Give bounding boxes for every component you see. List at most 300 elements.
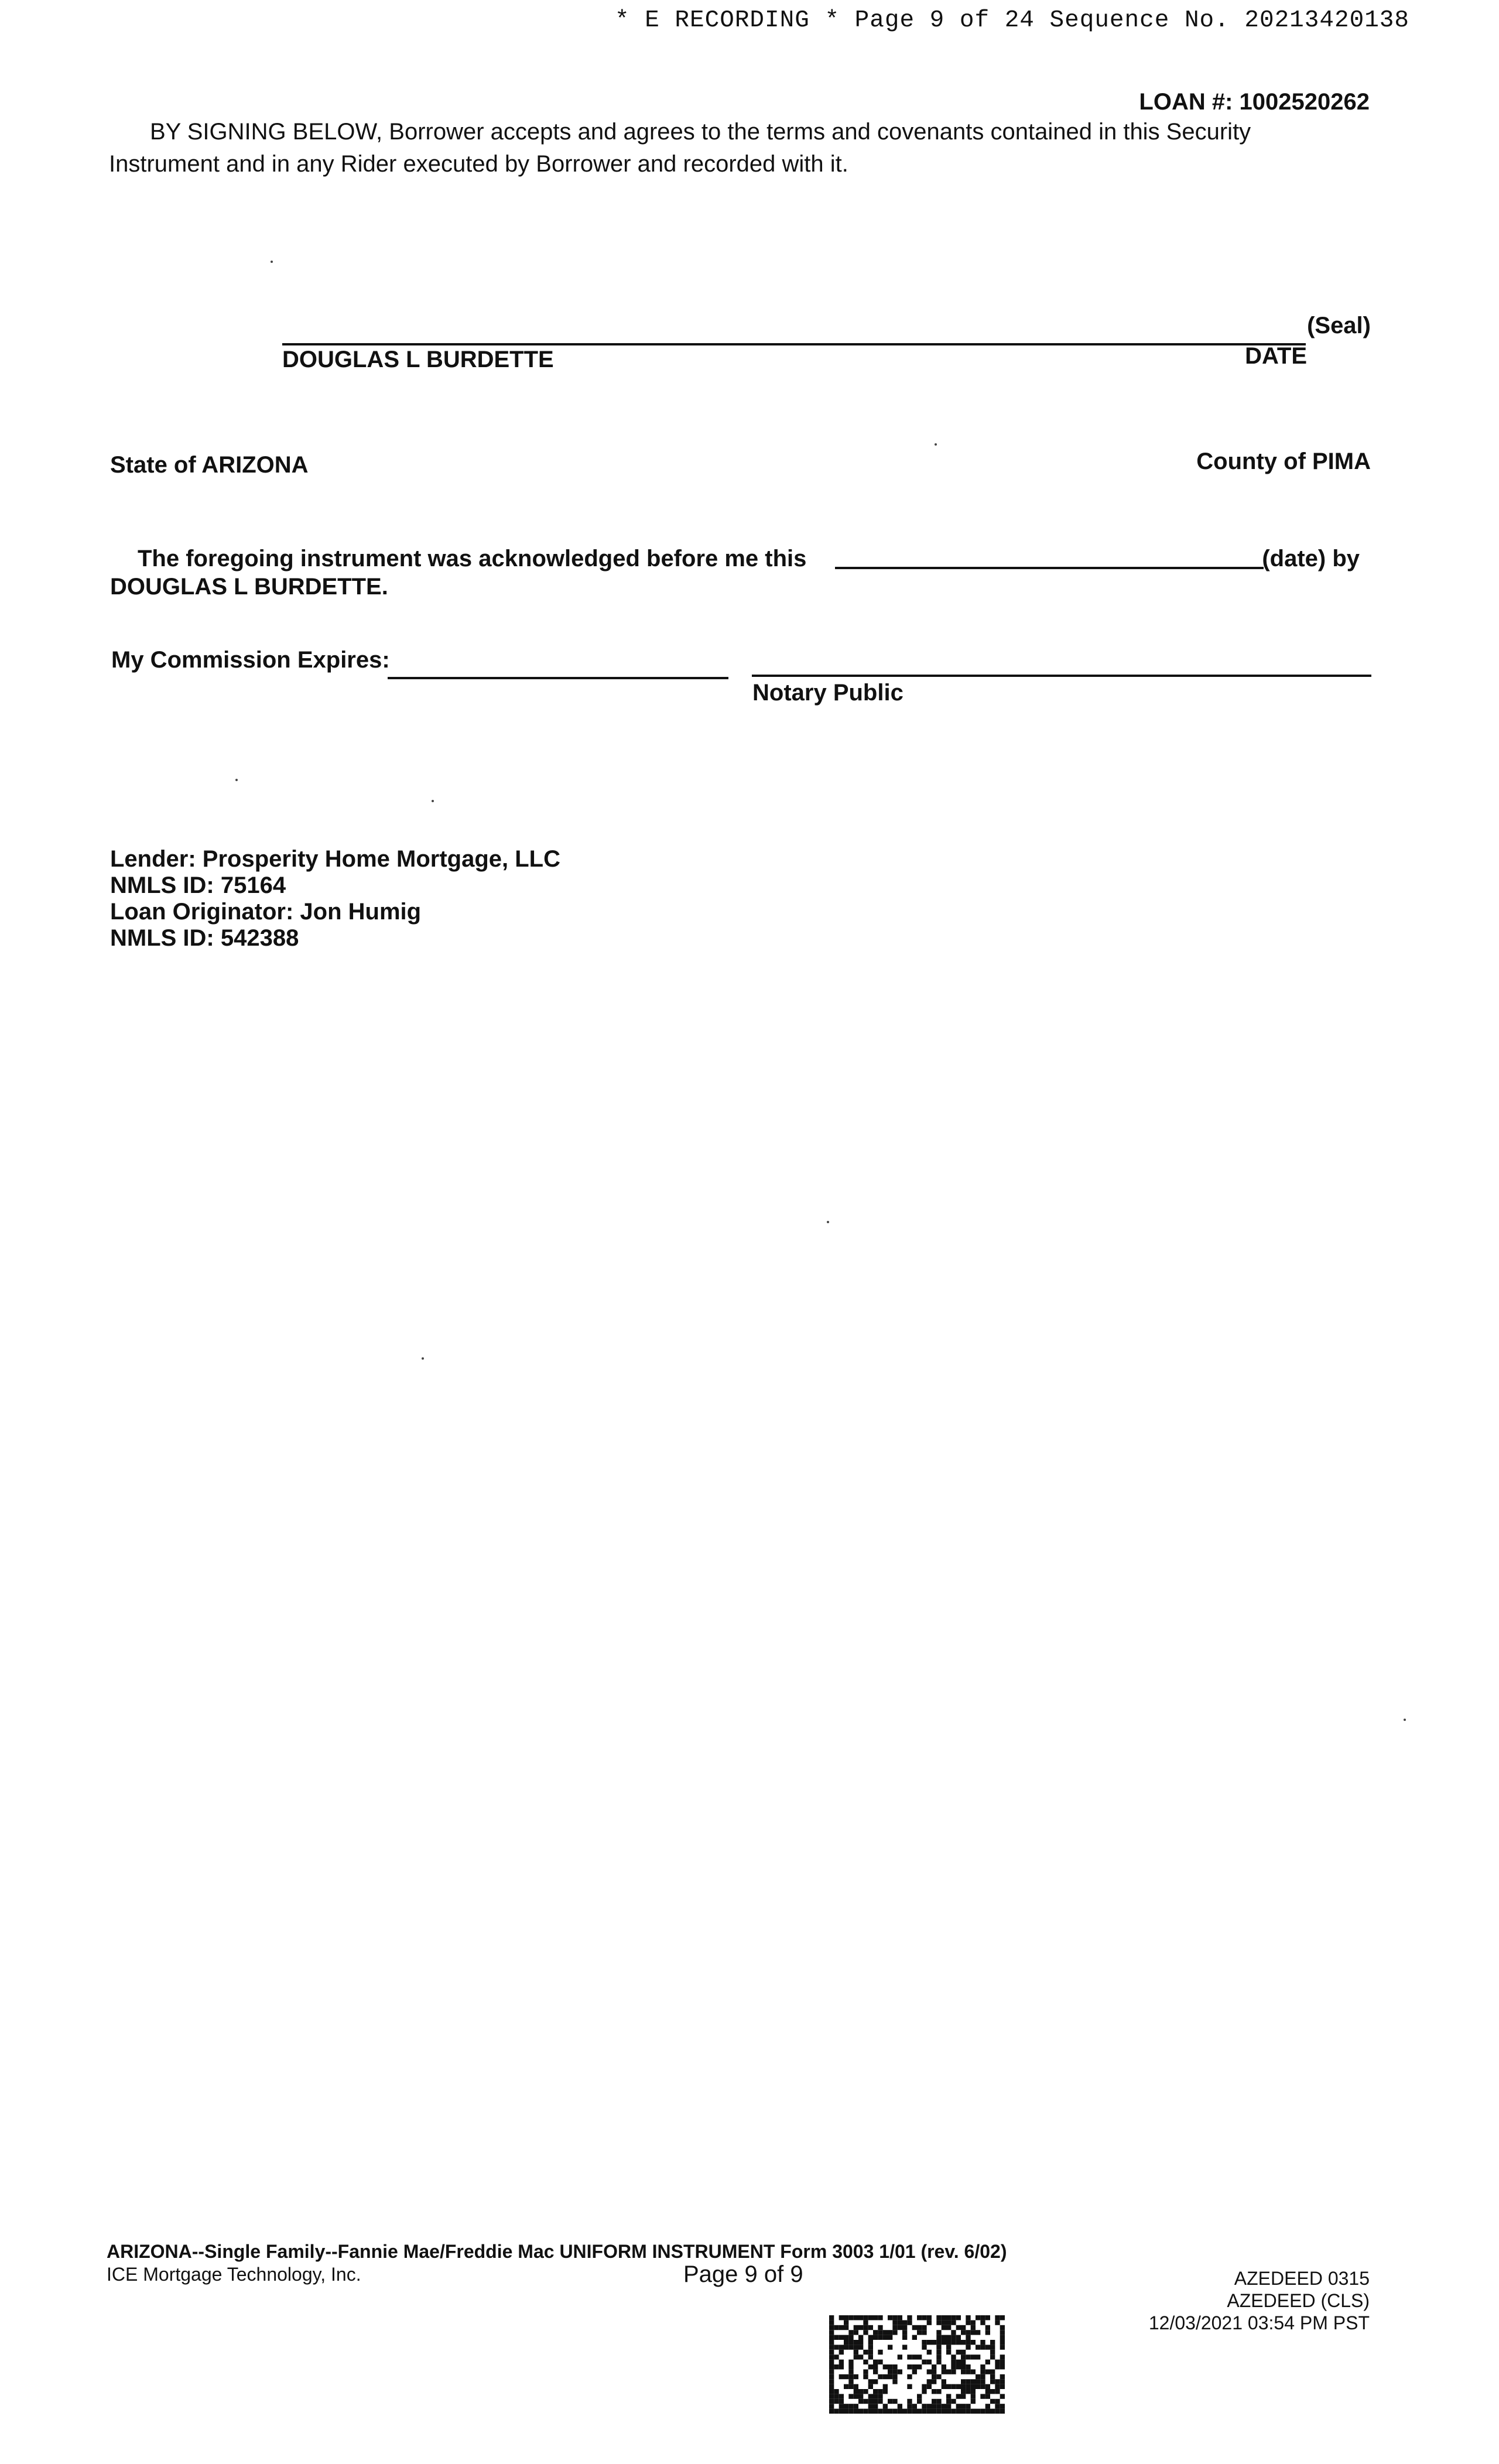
- commission-expires-label: My Commission Expires:: [111, 647, 390, 673]
- barcode-module: [936, 2360, 941, 2364]
- barcode-module: [922, 2404, 926, 2408]
- barcode-module: [995, 2389, 1000, 2394]
- barcode-module: [1000, 2409, 1005, 2414]
- barcode-module: [917, 2355, 922, 2359]
- barcode-module: [946, 2409, 951, 2414]
- barcode-module: [932, 2409, 936, 2414]
- barcode-module: [951, 2315, 956, 2320]
- barcode-module: [839, 2315, 844, 2320]
- barcode-module: [990, 2409, 995, 2414]
- page-number: Page 9 of 9: [683, 2261, 803, 2287]
- barcode-module: [912, 2369, 917, 2374]
- barcode-module: [868, 2394, 873, 2398]
- barcode-module: [844, 2409, 848, 2414]
- barcode-module: [868, 2350, 873, 2355]
- barcode-module: [854, 2325, 858, 2330]
- notary-public-label: Notary Public: [752, 680, 903, 706]
- barcode-module: [829, 2335, 834, 2340]
- barcode-module: [942, 2384, 946, 2389]
- barcode-module: [971, 2355, 976, 2359]
- barcode-module: [907, 2384, 912, 2389]
- barcode-module: [990, 2345, 995, 2349]
- barcode-module: [878, 2350, 882, 2355]
- barcode-module: [966, 2315, 970, 2320]
- barcode-module: [990, 2379, 995, 2384]
- barcode-module: [927, 2384, 932, 2389]
- barcode-module: [1000, 2325, 1005, 2330]
- barcode-module: [917, 2399, 922, 2404]
- barcode-module: [907, 2374, 912, 2379]
- barcode-module: [976, 2355, 980, 2359]
- barcode-module: [936, 2389, 941, 2394]
- barcode-module: [961, 2330, 966, 2335]
- barcode-module: [898, 2409, 902, 2414]
- barcode-module: [829, 2320, 834, 2325]
- barcode-module: [873, 2404, 878, 2408]
- barcode-module: [863, 2389, 868, 2394]
- barcode-module: [942, 2369, 946, 2374]
- barcode-module: [892, 2315, 897, 2320]
- barcode-module: [829, 2315, 834, 2320]
- barcode-module: [936, 2399, 941, 2404]
- barcode-module: [873, 2364, 878, 2369]
- barcode-module: [1000, 2364, 1005, 2369]
- borrower-name: DOUGLAS L BURDETTE: [282, 347, 554, 372]
- barcode-module: [971, 2379, 976, 2384]
- barcode-module: [1000, 2315, 1005, 2320]
- barcode-module: [932, 2389, 936, 2394]
- barcode-module: [892, 2320, 897, 2325]
- barcode-module: [985, 2404, 990, 2408]
- barcode-module: [907, 2409, 912, 2414]
- barcode-module: [883, 2335, 888, 2340]
- recording-header: * E RECORDING * Page 9 of 24 Sequence No. 20213420138: [615, 7, 1410, 34]
- barcode-module: [956, 2364, 961, 2369]
- barcode-module: [863, 2325, 868, 2330]
- datamatrix-barcode-icon: [829, 2315, 1005, 2414]
- barcode-module: [942, 2404, 946, 2408]
- provider-name: ICE Mortgage Technology, Inc.: [107, 2264, 361, 2285]
- barcode-module: [936, 2335, 941, 2340]
- barcode-module: [888, 2409, 892, 2414]
- barcode-module: [922, 2360, 926, 2364]
- barcode-module: [971, 2409, 976, 2414]
- scan-speck: [422, 1357, 424, 1360]
- barcode-module: [888, 2399, 892, 2404]
- barcode-module: [854, 2350, 858, 2355]
- barcode-module: [995, 2379, 1000, 2384]
- barcode-module: [942, 2315, 946, 2320]
- barcode-module: [956, 2384, 961, 2389]
- barcode-module: [912, 2364, 917, 2369]
- barcode-module: [985, 2315, 990, 2320]
- barcode-module: [985, 2389, 990, 2394]
- barcode-module: [873, 2360, 878, 2364]
- barcode-module: [927, 2340, 932, 2345]
- barcode-module: [917, 2315, 922, 2320]
- barcode-module: [956, 2340, 961, 2345]
- barcode-module: [912, 2355, 917, 2359]
- barcode-module: [985, 2330, 990, 2335]
- barcode-module: [848, 2315, 853, 2320]
- barcode-module: [898, 2404, 902, 2408]
- barcode-module: [990, 2374, 995, 2379]
- barcode-module: [927, 2320, 932, 2325]
- scan-speck: [827, 1221, 829, 1223]
- barcode-module: [932, 2379, 936, 2384]
- barcode-module: [912, 2325, 917, 2330]
- barcode-module: [980, 2374, 985, 2379]
- barcode-module: [946, 2404, 951, 2408]
- barcode-module: [834, 2364, 839, 2369]
- barcode-module: [868, 2335, 873, 2340]
- barcode-module: [990, 2340, 995, 2345]
- barcode-module: [907, 2355, 912, 2359]
- doc-code-primary: AZEDEED 0315: [1234, 2268, 1370, 2289]
- barcode-module: [942, 2335, 946, 2340]
- barcode-module: [951, 2384, 956, 2389]
- barcode-module: [1000, 2384, 1005, 2389]
- barcode-module: [834, 2394, 839, 2398]
- doc-code-secondary: AZEDEED (CLS): [1227, 2290, 1370, 2311]
- barcode-module: [902, 2409, 907, 2414]
- barcode-module: [980, 2315, 985, 2320]
- barcode-module: [961, 2379, 966, 2384]
- barcode-module: [966, 2320, 970, 2325]
- barcode-module: [946, 2340, 951, 2345]
- barcode-module: [888, 2364, 892, 2369]
- scan-speck: [935, 443, 937, 446]
- barcode-module: [898, 2325, 902, 2330]
- barcode-module: [829, 2325, 834, 2330]
- barcode-module: [946, 2320, 951, 2325]
- barcode-module: [829, 2394, 834, 2398]
- barcode-module: [902, 2320, 907, 2325]
- barcode-module: [936, 2355, 941, 2359]
- barcode-module: [956, 2335, 961, 2340]
- barcode-module: [892, 2330, 897, 2335]
- barcode-module: [961, 2340, 966, 2345]
- barcode-module: [839, 2394, 844, 2398]
- barcode-module: [873, 2399, 878, 2404]
- barcode-module: [1000, 2330, 1005, 2335]
- barcode-module: [951, 2399, 956, 2404]
- barcode-module: [966, 2345, 970, 2349]
- barcode-module: [946, 2325, 951, 2330]
- barcode-module: [858, 2315, 863, 2320]
- barcode-module: [829, 2379, 834, 2384]
- barcode-module: [961, 2384, 966, 2389]
- barcode-module: [995, 2404, 1000, 2408]
- barcode-module: [844, 2374, 848, 2379]
- barcode-module: [971, 2394, 976, 2398]
- barcode-module: [942, 2320, 946, 2325]
- barcode-module: [1000, 2394, 1005, 2398]
- barcode-module: [868, 2340, 873, 2345]
- barcode-module: [912, 2404, 917, 2408]
- barcode-module: [927, 2409, 932, 2414]
- barcode-module: [980, 2340, 985, 2345]
- barcode-module: [892, 2369, 897, 2374]
- barcode-module: [1000, 2360, 1005, 2364]
- barcode-module: [946, 2369, 951, 2374]
- barcode-module: [932, 2364, 936, 2369]
- barcode-module: [834, 2335, 839, 2340]
- barcode-module: [873, 2379, 878, 2384]
- barcode-module: [995, 2320, 1000, 2325]
- barcode-module: [829, 2374, 834, 2379]
- barcode-module: [858, 2389, 863, 2394]
- barcode-module: [990, 2399, 995, 2404]
- lender-name: Lender: Prosperity Home Mortgage, LLC: [110, 846, 560, 872]
- barcode-module: [888, 2330, 892, 2335]
- barcode-module: [854, 2345, 858, 2349]
- barcode-module: [956, 2350, 961, 2355]
- barcode-module: [868, 2404, 873, 2408]
- barcode-module: [834, 2399, 839, 2404]
- barcode-module: [873, 2330, 878, 2335]
- barcode-module: [927, 2360, 932, 2364]
- barcode-module: [917, 2330, 922, 2335]
- barcode-module: [848, 2384, 853, 2389]
- barcode-module: [858, 2340, 863, 2345]
- barcode-module: [907, 2404, 912, 2408]
- barcode-module: [1000, 2335, 1005, 2340]
- barcode-module: [980, 2409, 985, 2414]
- barcode-module: [883, 2364, 888, 2369]
- barcode-module: [907, 2364, 912, 2369]
- barcode-module: [902, 2325, 907, 2330]
- barcode-module: [980, 2384, 985, 2389]
- barcode-module: [971, 2384, 976, 2389]
- acknowledgment-date-blank: [835, 567, 1264, 569]
- barcode-module: [868, 2345, 873, 2349]
- barcode-module: [873, 2335, 878, 2340]
- barcode-module: [848, 2409, 853, 2414]
- barcode-module: [878, 2335, 882, 2340]
- lender-info: [110, 846, 560, 952]
- barcode-module: [961, 2394, 966, 2398]
- barcode-module: [946, 2345, 951, 2349]
- barcode-module: [956, 2325, 961, 2330]
- barcode-module: [936, 2315, 941, 2320]
- barcode-module: [854, 2315, 858, 2320]
- barcode-module: [976, 2330, 980, 2335]
- barcode-module: [907, 2399, 912, 2404]
- barcode-module: [922, 2389, 926, 2394]
- barcode-module: [863, 2330, 868, 2335]
- barcode-module: [927, 2369, 932, 2374]
- state-label: State of ARIZONA: [110, 452, 309, 478]
- barcode-module: [878, 2374, 882, 2379]
- barcode-module: [951, 2320, 956, 2325]
- barcode-module: [854, 2330, 858, 2335]
- barcode-module: [848, 2360, 853, 2364]
- barcode-module: [961, 2409, 966, 2414]
- barcode-module: [844, 2315, 848, 2320]
- barcode-module: [951, 2369, 956, 2374]
- loan-originator: Loan Originator: Jon Humig: [110, 899, 422, 925]
- barcode-module: [966, 2379, 970, 2384]
- barcode-module: [902, 2345, 907, 2349]
- barcode-module: [854, 2389, 858, 2394]
- document-codes: [1149, 2267, 1370, 2334]
- barcode-module: [829, 2404, 834, 2408]
- barcode-module: [829, 2345, 834, 2349]
- barcode-module: [946, 2384, 951, 2389]
- barcode-module: [873, 2394, 878, 2398]
- barcode-module: [844, 2340, 848, 2345]
- lender-nmls: NMLS ID: 75164: [110, 872, 286, 898]
- barcode-module: [980, 2369, 985, 2374]
- acknowledgment-name: DOUGLAS L BURDETTE.: [110, 574, 388, 600]
- barcode-module: [956, 2404, 961, 2408]
- barcode-module: [863, 2315, 868, 2320]
- barcode-module: [966, 2335, 970, 2340]
- loan-number: LOAN #: 1002520262: [1139, 89, 1370, 115]
- borrower-signature-line: [282, 343, 1306, 345]
- barcode-module: [942, 2325, 946, 2330]
- barcode-module: [966, 2340, 970, 2345]
- barcode-module: [878, 2325, 882, 2330]
- barcode-module: [1000, 2345, 1005, 2349]
- barcode-module: [966, 2364, 970, 2369]
- barcode-module: [854, 2404, 858, 2408]
- barcode-module: [848, 2404, 853, 2408]
- barcode-module: [829, 2384, 834, 2389]
- barcode-module: [902, 2335, 907, 2340]
- barcode-module: [883, 2404, 888, 2408]
- scan-speck: [1404, 1719, 1406, 1721]
- barcode-module: [888, 2315, 892, 2320]
- barcode-module: [854, 2394, 858, 2398]
- barcode-module: [971, 2330, 976, 2335]
- barcode-module: [892, 2409, 897, 2414]
- barcode-module: [936, 2404, 941, 2408]
- barcode-module: [834, 2345, 839, 2349]
- barcode-module: [951, 2330, 956, 2335]
- barcode-module: [883, 2409, 888, 2414]
- barcode-module: [936, 2330, 941, 2335]
- barcode-module: [951, 2360, 956, 2364]
- barcode-module: [863, 2409, 868, 2414]
- barcode-module: [917, 2394, 922, 2398]
- barcode-module: [990, 2389, 995, 2394]
- barcode-module: [839, 2409, 844, 2414]
- barcode-module: [980, 2364, 985, 2369]
- barcode-module: [927, 2404, 932, 2408]
- barcode-module: [844, 2320, 848, 2325]
- barcode-module: [898, 2315, 902, 2320]
- scan-speck: [432, 800, 434, 802]
- barcode-module: [990, 2355, 995, 2359]
- barcode-module: [990, 2369, 995, 2374]
- barcode-module: [829, 2340, 834, 2345]
- barcode-module: [839, 2399, 844, 2404]
- barcode-module: [1000, 2374, 1005, 2379]
- barcode-module: [946, 2350, 951, 2355]
- barcode-module: [892, 2325, 897, 2330]
- barcode-module: [848, 2340, 853, 2345]
- barcode-module: [932, 2374, 936, 2379]
- barcode-module: [936, 2345, 941, 2349]
- barcode-module: [873, 2369, 878, 2374]
- barcode-module: [858, 2335, 863, 2340]
- barcode-module: [951, 2409, 956, 2414]
- barcode-module: [888, 2374, 892, 2379]
- barcode-module: [883, 2330, 888, 2335]
- barcode-module: [829, 2369, 834, 2374]
- barcode-module: [829, 2399, 834, 2404]
- barcode-module: [946, 2335, 951, 2340]
- seal-label: (Seal): [1307, 313, 1371, 338]
- county-label: County of PIMA: [1196, 449, 1371, 474]
- barcode-module: [854, 2355, 858, 2359]
- barcode-module: [985, 2360, 990, 2364]
- barcode-module: [863, 2369, 868, 2374]
- barcode-module: [878, 2394, 882, 2398]
- barcode-module: [976, 2409, 980, 2414]
- barcode-module: [995, 2399, 1000, 2404]
- barcode-module: [961, 2355, 966, 2359]
- barcode-module: [942, 2364, 946, 2369]
- barcode-module: [980, 2394, 985, 2398]
- barcode-module: [951, 2340, 956, 2345]
- barcode-module: [844, 2345, 848, 2349]
- barcode-module: [936, 2320, 941, 2325]
- barcode-module: [829, 2355, 834, 2359]
- barcode-module: [858, 2325, 863, 2330]
- barcode-module: [976, 2345, 980, 2349]
- originator-nmls: NMLS ID: 542388: [110, 925, 299, 951]
- barcode-module: [927, 2379, 932, 2384]
- barcode-module: [966, 2389, 970, 2394]
- barcode-module: [985, 2325, 990, 2330]
- barcode-module: [892, 2374, 897, 2379]
- barcode-module: [839, 2404, 844, 2408]
- barcode-module: [980, 2345, 985, 2349]
- barcode-module: [907, 2320, 912, 2325]
- barcode-module: [917, 2364, 922, 2369]
- barcode-module: [971, 2325, 976, 2330]
- barcode-module: [995, 2360, 1000, 2364]
- barcode-module: [995, 2315, 1000, 2320]
- barcode-module: [829, 2360, 834, 2364]
- scan-speck: [271, 261, 273, 263]
- barcode-module: [888, 2369, 892, 2374]
- barcode-module: [971, 2320, 976, 2325]
- barcode-module: [995, 2384, 1000, 2389]
- barcode-module: [951, 2335, 956, 2340]
- barcode-module: [834, 2325, 839, 2330]
- barcode-module: [834, 2389, 839, 2394]
- barcode-module: [878, 2360, 882, 2364]
- barcode-module: [854, 2374, 858, 2379]
- barcode-module: [932, 2340, 936, 2345]
- barcode-module: [844, 2325, 848, 2330]
- barcode-module: [951, 2364, 956, 2369]
- barcode-module: [868, 2315, 873, 2320]
- barcode-module: [966, 2330, 970, 2335]
- barcode-module: [878, 2389, 882, 2394]
- acknowledgment-date-by: (date) by: [1262, 546, 1360, 571]
- notary-signature-line: [752, 675, 1371, 677]
- barcode-module: [917, 2409, 922, 2414]
- barcode-module: [971, 2389, 976, 2394]
- barcode-module: [834, 2355, 839, 2359]
- barcode-module: [936, 2350, 941, 2355]
- barcode-module: [922, 2384, 926, 2389]
